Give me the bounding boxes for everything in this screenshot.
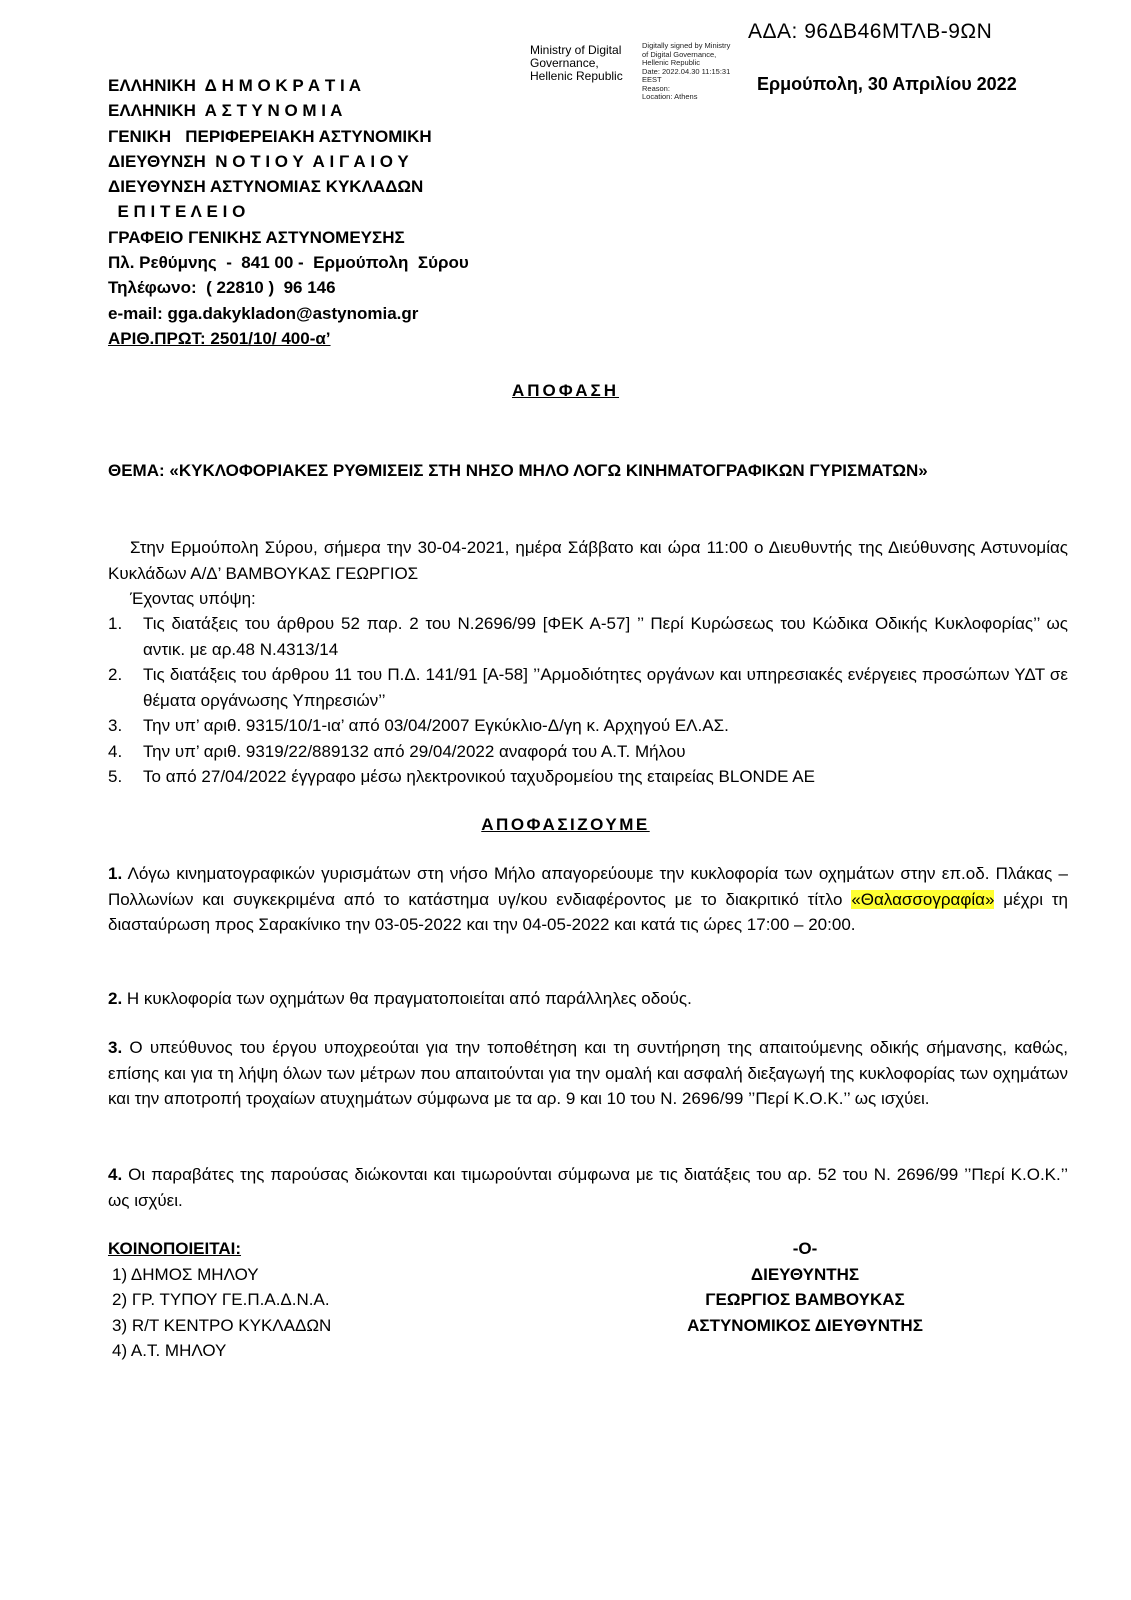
consideration-number: 5. xyxy=(108,767,123,786)
notify-heading: ΚΟΙΝΟΠΟΙΕΙΤΑΙ: xyxy=(108,1239,242,1258)
subject-line: ΘΕΜΑ: «ΚΥΚΛΟΦΟΡΙΑΚΕΣ ΡΥΘΜΙΣΕΙΣ ΣΤΗ ΝΗΣΟ ΜΗΛΟ ΛΟΓΩ ΚΙΝΗΜΑΤΟΓΡΑΦΙΚΩΝ ΓΥΡΙΣΜΑΤΩΝ» xyxy=(108,461,928,480)
signature-detail-line: Digitally signed by Ministry xyxy=(642,41,731,50)
consideration-item xyxy=(108,713,1068,739)
authority-line: ΓΡΑΦΕΙΟ ΓΕΝΙΚΗΣ ΑΣΤΥΝΟΜΕΥΣΗΣ xyxy=(108,227,405,247)
article-text: Η κυκλοφορία των οχημάτων θα πραγματοποιείται από παράλληλες οδούς. xyxy=(122,989,692,1008)
authority-line: Ε Π Ι Τ Ε Λ Ε Ι Ο xyxy=(108,202,246,222)
consideration-number: 4. xyxy=(108,741,123,761)
authority-email: e-mail: gga.dakykladon@astynomia.gr xyxy=(108,303,419,323)
signature-detail-line: Reason: xyxy=(642,83,670,93)
article-text: μέχρι τη διασταύρωση προς Σαρακίνικο την 03-05-2022 και την 04-05-2022 και κατά τις ώρες 17:00 – 20:00. xyxy=(108,889,1068,934)
consideration-number: 1. xyxy=(108,614,123,633)
decision-title: ΑΠΟΦΑΣΗ xyxy=(511,381,620,400)
notify-block xyxy=(108,1236,331,1364)
highlighted-title: «Θαλασσογραφία» xyxy=(851,889,995,909)
consideration-item xyxy=(108,764,1068,790)
intro-paragraph: Στην Ερμούπολη Σύρου, σήμερα την 30-04-2021, ημέρα Σάββατο και ώρα 11:00 ο Διευθυντής της Διεύθυνσης Αστυνομίας Κυκλάδων Α/Δ’ ΒΑΜΒΟΥΚΑΣ ΓΕΩΡΓΙΟΣ xyxy=(108,538,1068,583)
authority-line: ΔΙΕΥΘΥΝΣΗ ΑΣΤΥΝΟΜΙΑΣ ΚΥΚΛΑΔΩΝ xyxy=(108,177,424,197)
consideration-text: Τις διατάξεις του άρθρου 52 παρ. 2 του Ν.2696/99 [ΦΕΚ Α-57] ’’ Περί Κυρώσεως του Κώδικα Οδικής Κυκλοφορίας’’ ως αντικ. με αρ.48 Ν.4313/14 xyxy=(143,614,1068,659)
signature-detail-line: of Digital Governance, xyxy=(642,49,717,59)
notify-item: 3) R/T ΚΕΝΤΡΟ ΚΥΚΛΑΔΩΝ xyxy=(112,1315,332,1335)
digital-signature-details xyxy=(642,42,730,102)
consideration-item xyxy=(108,739,1068,765)
consideration-text: Τις διατάξεις του άρθρου 11 του Π.Δ. 141/91 [Α-58] ’’Αρμοδιότητες οργάνων και υπηρεσιακές ενέργειες προσώπων ΥΔΤ σε θέματα οργάνωσης Υπηρεσιών’’ xyxy=(143,665,1068,710)
authority-header xyxy=(108,73,469,351)
notify-item: 1) ΔΗΜΟΣ ΜΗΛΟΥ xyxy=(112,1264,259,1284)
signature-name-line: Hellenic Republic xyxy=(530,69,623,83)
signature-detail-line: Hellenic Republic xyxy=(642,58,700,67)
signature-detail-line: EEST xyxy=(642,75,662,84)
notify-item: 4) Α.Τ. ΜΗΛΟΥ xyxy=(112,1341,227,1360)
digital-signature-name xyxy=(530,44,623,83)
consideration-number: 2. xyxy=(108,665,123,684)
authority-line: Πλ. Ρεθύμνης - 841 00 - Ερμούπολη Σύρου xyxy=(108,253,469,273)
considerations-list xyxy=(108,611,1068,790)
authority-line: ΕΛΛΗΝΙΚΗ Α Σ Τ Υ Ν Ο Μ Ι Α xyxy=(108,101,343,121)
authority-line: Τηλέφωνο: ( 22810 ) 96 146 xyxy=(108,278,336,298)
consideration-number: 3. xyxy=(108,716,123,735)
article-text: Οι παραβάτες της παρούσας διώκονται και τιμωρούνται σύμφωνα με τις διατάξεις του αρ. 52 του Ν. 2696/99 ’’Περί Κ.Ο.Κ.’’ ως ισχύει. xyxy=(108,1165,1068,1210)
signature-detail-line: Location: Athens xyxy=(642,92,698,101)
signature-line: ΓΕΩΡΓΙΟΣ ΒΑΜΒΟΥΚΑΣ xyxy=(705,1290,905,1309)
article-3 xyxy=(108,1035,1068,1112)
article-number: 3. xyxy=(108,1038,123,1057)
signature-block xyxy=(640,1236,970,1338)
signature-name-line: Ministry of Digital xyxy=(530,43,622,57)
article-4 xyxy=(108,1162,1068,1213)
article-text: Ο υπεύθυνος του έργου υποχρεούται για την τοποθέτηση και τη συντήρηση της απαιτούμενης οδικής σήμανσης, καθώς, επίσης και για τη λήψη όλων των μέτρων που απαιτούνται για την ομαλή και ασφαλή διεξαγωγή της κυκλοφορίας των οχημάτων και την αποτροπή τροχαίων ατυχημάτων σύμφωνα με τα αρ. 9 και 10 του Ν. 2696/99 ’’Περί Κ.Ο.Κ.’’ ως ισχύει. xyxy=(108,1038,1068,1108)
signature-name-line: Governance, xyxy=(530,56,599,70)
consideration-item xyxy=(108,662,1068,713)
signature-detail-line: Date: 2022.04.30 11:15:31 xyxy=(642,66,731,76)
having-regard-label: Έχοντας υπόψη: xyxy=(130,589,256,608)
article-number: 1. xyxy=(108,864,123,883)
notify-item: 2) ΓΡ. ΤΥΠΟΥ ΓΕ.Π.Α.Δ.Ν.Α. xyxy=(112,1290,330,1309)
consideration-text: Την υπ’ αριθ. 9319/22/889132 από 29/04/2022 αναφορά του Α.Τ. Μήλου xyxy=(143,741,686,761)
authority-line: ΓΕΝΙΚΗ ΠΕΡΙΦΕΡΕΙΑΚΗ ΑΣΤΥΝΟΜΙΚΗ xyxy=(108,126,432,146)
authority-line: ΕΛΛΗΝΙΚΗ Δ Η Μ Ο Κ Ρ Α Τ Ι Α xyxy=(108,76,362,95)
ada-code: ΑΔΑ: 96ΔΒ46ΜΤΛΒ-9ΩΝ xyxy=(748,20,993,43)
signature-line: ΔΙΕΥΘΥΝΤΗΣ xyxy=(750,1264,860,1284)
document-date: Ερμούπολη, 30 Απριλίου 2022 xyxy=(757,74,1017,94)
signature-line: -Ο- xyxy=(792,1239,818,1258)
signature-line: ΑΣΤΥΝΟΜΙΚΟΣ ΔΙΕΥΘΥΝΤΗΣ xyxy=(687,1315,923,1335)
decide-title: ΑΠΟΦΑΣΙΖΟΥΜΕ xyxy=(481,815,650,834)
protocol-number: ΑΡΙΘ.ΠΡΩΤ: 2501/10/ 400-α’ xyxy=(108,328,331,348)
article-number: 2. xyxy=(108,989,123,1008)
article-text: Λόγω κινηματογραφικών γυρισμάτων στη νήσο Μήλο απαγορεύουμε την κυκλοφορία των οχημάτων στην επ.οδ. Πλάκας – Πολλωνίων και συγκεκριμένα από το κατάστημα υγ/κου ενδιαφέροντος με το διακριτικό τίτλο xyxy=(108,864,1068,909)
consideration-text: Την υπ’ αριθ. 9315/10/1-ια’ από 03/04/2007 Εγκύκλιο-Δ/γη κ. Αρχηγού ΕΛ.ΑΣ. xyxy=(143,716,729,735)
consideration-text: Το από 27/04/2022 έγγραφο μέσω ηλεκτρονικού ταχυδρομείου της εταιρείας BLONDE AE xyxy=(143,767,815,786)
article-1 xyxy=(108,861,1068,938)
authority-line: ΔΙΕΥΘΥΝΣΗ Ν Ο Τ Ι Ο Υ Α Ι Γ Α Ι Ο Υ xyxy=(108,151,409,171)
consideration-item xyxy=(108,611,1068,662)
article-2 xyxy=(108,986,1068,1012)
article-number: 4. xyxy=(108,1165,123,1184)
